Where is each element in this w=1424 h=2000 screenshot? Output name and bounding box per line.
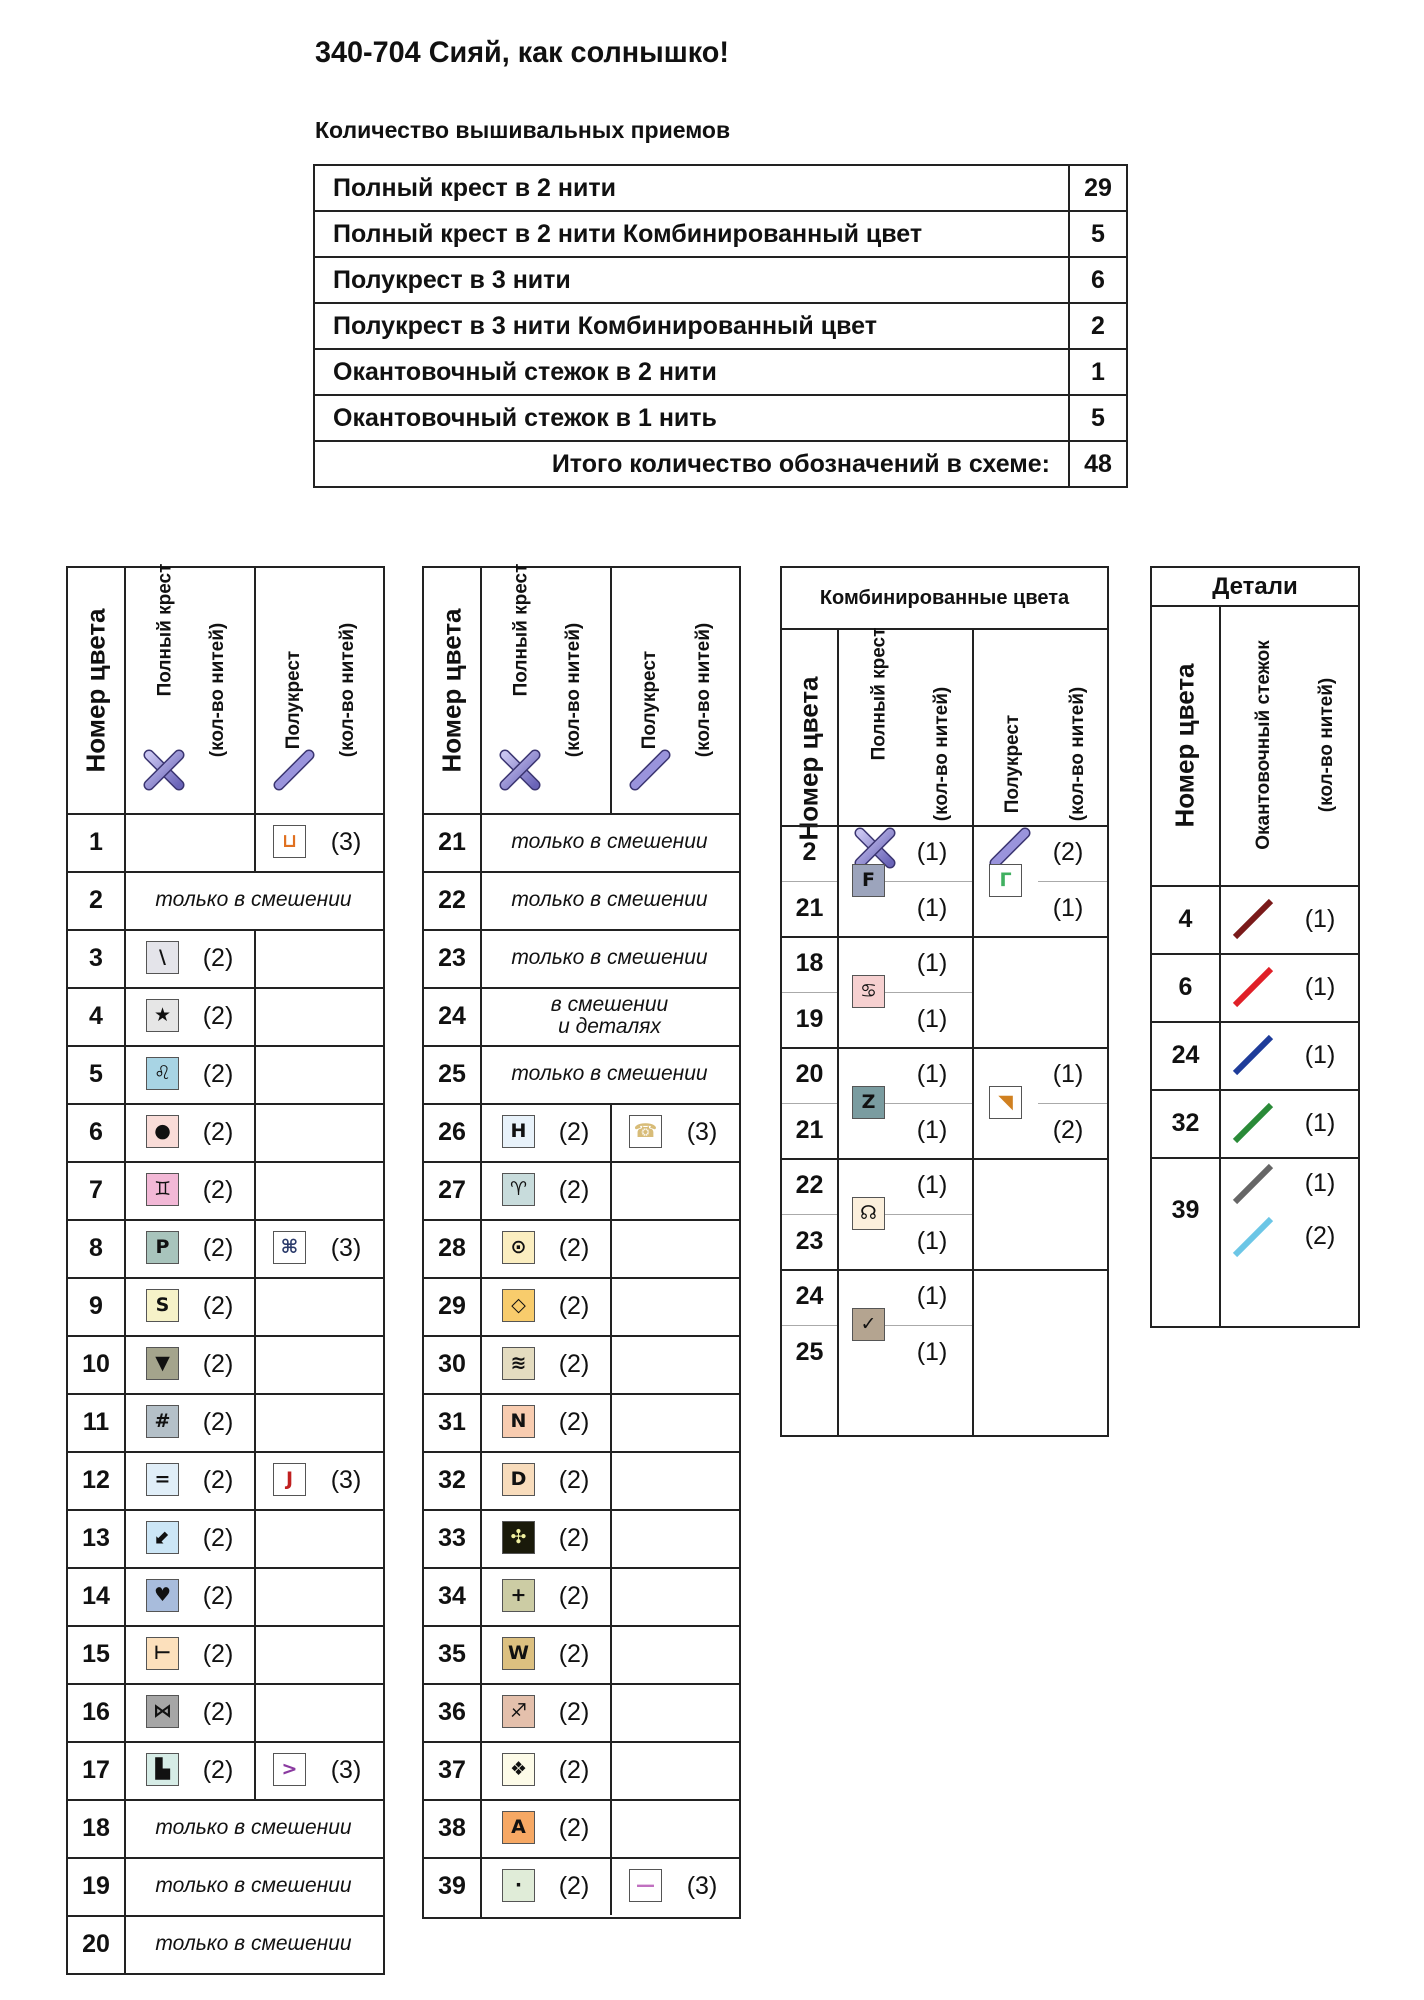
- header-thread-count: (кол-во нитей): [931, 686, 953, 822]
- symbol-swatch: =: [146, 1463, 179, 1496]
- column-divider: [610, 1857, 612, 1915]
- color-number: 20: [82, 1929, 110, 1958]
- header-color-number: Номер цвета: [80, 607, 111, 773]
- color-number: 21: [438, 827, 466, 856]
- column-divider: [254, 1335, 256, 1393]
- summary-label: Окантовочный стежок в 1 нить: [314, 395, 1069, 441]
- color-number: 28: [438, 1233, 466, 1262]
- thread-count: (2): [202, 1639, 234, 1668]
- column-divider: [254, 1451, 256, 1509]
- header-backstitch: Окантовочный стежок: [1252, 640, 1274, 850]
- symbol-swatch: H: [502, 1115, 535, 1148]
- header-color-number: Номер цвета: [793, 675, 824, 841]
- thread-count: (2): [558, 1407, 590, 1436]
- column-divider: [610, 568, 612, 813]
- column-divider: [254, 1103, 256, 1161]
- symbol-swatch: ✓: [852, 1308, 885, 1341]
- color-number: 21: [795, 1115, 824, 1144]
- header-color-number: Номер цвета: [436, 607, 467, 773]
- mix-note-text: только в смешении: [511, 888, 708, 911]
- backstitch-line-icon: [1231, 1215, 1275, 1263]
- color-number: 5: [89, 1059, 103, 1088]
- thread-count: (2): [202, 1175, 234, 1204]
- symbol-swatch: S: [146, 1289, 179, 1322]
- summary-row: [314, 303, 1127, 349]
- thread-count: (2): [558, 1639, 590, 1668]
- color-number: 6: [89, 1117, 103, 1146]
- column-divider: [610, 1509, 612, 1567]
- summary-row: [314, 349, 1127, 395]
- header-thread-count: (кол-во нитей): [563, 622, 585, 758]
- thread-count: (2): [202, 1059, 234, 1088]
- column-divider: [254, 987, 256, 1045]
- symbol-swatch: ⬋: [146, 1521, 179, 1554]
- color-number: 22: [795, 1171, 824, 1200]
- thread-count: (2): [202, 1523, 234, 1552]
- color-number: 31: [438, 1407, 466, 1436]
- header-half-cross: Полукрест: [283, 650, 305, 750]
- thread-count: (1): [916, 838, 948, 867]
- mix-note-text: только в смешении: [155, 1932, 352, 1955]
- column-divider: [480, 568, 482, 1917]
- symbol-swatch: Γ: [989, 864, 1022, 897]
- summary-row: [314, 211, 1127, 257]
- summary-row: [314, 441, 1127, 487]
- symbol-swatch: ●: [146, 1115, 179, 1148]
- thread-count: (2): [558, 1697, 590, 1726]
- thread-count: (1): [1304, 1169, 1336, 1198]
- symbol-swatch: ★: [146, 999, 179, 1032]
- thread-count: (1): [916, 1004, 948, 1033]
- column-divider: [254, 1567, 256, 1625]
- symbol-swatch: F: [852, 864, 885, 897]
- thread-count: (2): [202, 1233, 234, 1262]
- summary-label: Итого количество обозначений в схеме:: [314, 441, 1069, 487]
- column-divider: [254, 1683, 256, 1741]
- color-number: 25: [438, 1059, 466, 1088]
- color-number: 29: [438, 1291, 466, 1320]
- thread-count: (2): [558, 1175, 590, 1204]
- color-number: 4: [1178, 904, 1193, 933]
- header-color-number: Номер цвета: [1169, 662, 1200, 828]
- thread-count: (2): [202, 1465, 234, 1494]
- thread-count: (2): [558, 1871, 590, 1900]
- summary-label: Окантовочный стежок в 2 нити: [314, 349, 1069, 395]
- column-divider: [610, 1567, 612, 1625]
- details-table: [1150, 566, 1360, 1328]
- color-number: 24: [438, 1001, 466, 1030]
- color-number: 13: [82, 1523, 110, 1552]
- backstitch-line-icon: [1231, 1162, 1275, 1210]
- thread-count: (2): [558, 1465, 590, 1494]
- color-number: 26: [438, 1117, 466, 1146]
- column-divider: [254, 929, 256, 987]
- color-number: 10: [82, 1349, 110, 1378]
- symbol-swatch: P: [146, 1231, 179, 1264]
- thread-count: (1): [916, 1115, 948, 1144]
- color-number: 15: [82, 1639, 110, 1668]
- half-cross-stitch-icon: [272, 748, 316, 796]
- header-thread-count: (кол-во нитей): [207, 622, 229, 758]
- symbol-swatch: ✣: [502, 1521, 535, 1554]
- symbol-swatch: >: [273, 1753, 306, 1786]
- backstitch-line-icon: [1231, 965, 1275, 1013]
- summary-label: Полный крест в 2 нити Комбинированный цвет: [314, 211, 1069, 257]
- symbol-swatch: Z: [852, 1086, 885, 1119]
- mix-note: [124, 1915, 383, 1973]
- mix-note: [480, 987, 739, 1045]
- symbol-swatch: W: [502, 1637, 535, 1670]
- symbol-swatch: ♈: [502, 1173, 535, 1206]
- stitch-summary-table: [313, 164, 1128, 488]
- thread-count: (3): [330, 1755, 362, 1784]
- full-cross-stitch-icon: [142, 748, 186, 796]
- color-number: 4: [89, 1001, 103, 1030]
- color-number: 22: [438, 885, 466, 914]
- full-cross-stitch-icon: [498, 748, 542, 796]
- color-number: 17: [82, 1755, 110, 1784]
- column-divider: [610, 1335, 612, 1393]
- summary-label: Полный крест в 2 нити: [314, 165, 1069, 211]
- color-number: 36: [438, 1697, 466, 1726]
- mix-note: [480, 871, 739, 929]
- column-divider: [254, 1741, 256, 1799]
- symbol-swatch: ⌘: [273, 1231, 306, 1264]
- color-number: 9: [89, 1291, 103, 1320]
- page-title: 340-704 Сияй, как солнышко!: [315, 36, 729, 69]
- color-number: 14: [82, 1581, 110, 1610]
- summary-value: 1: [1069, 349, 1127, 395]
- column-divider: [254, 813, 256, 871]
- symbol-swatch: —: [629, 1869, 662, 1902]
- mix-note: [124, 1857, 383, 1915]
- symbol-swatch: \: [146, 941, 179, 974]
- color-number: 11: [82, 1407, 110, 1436]
- color-number: 30: [438, 1349, 466, 1378]
- column-divider: [610, 1451, 612, 1509]
- column-divider: [610, 1683, 612, 1741]
- backstitch-line-icon: [1231, 1101, 1275, 1149]
- mix-note-text: только в смешении: [155, 1816, 352, 1839]
- symbol-swatch: ☎: [629, 1115, 662, 1148]
- symbol-swatch: ◥: [989, 1086, 1022, 1119]
- mix-note: [124, 1799, 383, 1857]
- thread-count: (1): [916, 1226, 948, 1255]
- color-number: 6: [1178, 972, 1193, 1001]
- color-number: 19: [795, 1004, 824, 1033]
- thread-count: (2): [202, 1349, 234, 1378]
- header-full-cross: Полный крест: [153, 563, 175, 697]
- summary-row: [314, 395, 1127, 441]
- mix-note-text: в смешении: [550, 993, 669, 1016]
- column-divider: [254, 1509, 256, 1567]
- backstitch-line-icon: [1231, 1033, 1275, 1081]
- color-number: 39: [1171, 1195, 1200, 1224]
- thread-count: (1): [1304, 904, 1336, 933]
- mix-note-text: только в смешении: [511, 946, 708, 969]
- color-number: 18: [82, 1813, 110, 1842]
- thread-count: (2): [202, 1581, 234, 1610]
- color-number: 2: [89, 885, 103, 914]
- color-number: 19: [82, 1871, 110, 1900]
- thread-count: (1): [1052, 1060, 1084, 1089]
- mix-note: [124, 871, 383, 929]
- mix-note-text: только в смешении: [511, 1062, 708, 1085]
- thread-count: (2): [558, 1349, 590, 1378]
- thread-count: (2): [558, 1117, 590, 1146]
- header-thread-count: (кол-во нитей): [693, 622, 715, 758]
- header-half-cross: Полукрест: [1002, 714, 1024, 814]
- column-divider: [254, 1625, 256, 1683]
- thread-count: (2): [202, 1697, 234, 1726]
- summary-value: 48: [1069, 441, 1127, 487]
- column-divider: [124, 568, 126, 1973]
- summary-label: Полукрест в 3 нити: [314, 257, 1069, 303]
- column-divider: [254, 1161, 256, 1219]
- thread-count: (2): [558, 1755, 590, 1784]
- header-thread-count: (кол-во нитей): [1067, 686, 1089, 822]
- column-divider: [610, 1799, 612, 1857]
- symbol-swatch: ·: [502, 1869, 535, 1902]
- color-number: 1: [89, 827, 103, 856]
- color-number: 32: [1171, 1108, 1200, 1137]
- mix-note: [480, 813, 739, 871]
- summary-value: 29: [1069, 165, 1127, 211]
- symbol-swatch: ⊢: [146, 1637, 179, 1670]
- thread-count: (3): [330, 827, 362, 856]
- thread-count: (2): [202, 943, 234, 972]
- symbol-swatch: ⊔: [273, 825, 306, 858]
- thread-count: (2): [558, 1233, 590, 1262]
- column-divider: [610, 1161, 612, 1219]
- thread-count: (2): [1052, 838, 1084, 867]
- combined-title: Комбинированные цвета: [819, 586, 1070, 609]
- details-title: Детали: [1212, 572, 1298, 600]
- summary-row: [314, 257, 1127, 303]
- thread-count: (2): [558, 1291, 590, 1320]
- color-number: 37: [438, 1755, 466, 1784]
- colors-table-1-20: [66, 563, 385, 1975]
- row-divider: [782, 628, 1107, 630]
- color-number: 18: [795, 949, 824, 978]
- color-number: 24: [795, 1282, 824, 1311]
- thread-count: (2): [1052, 1115, 1084, 1144]
- thread-count: (2): [1304, 1222, 1336, 1251]
- symbol-swatch: ▙: [146, 1753, 179, 1786]
- color-number: 23: [438, 943, 466, 972]
- column-divider: [254, 568, 256, 813]
- mix-note: [480, 929, 739, 987]
- column-divider: [610, 1393, 612, 1451]
- symbol-swatch: ♊: [146, 1173, 179, 1206]
- thread-count: (1): [916, 1060, 948, 1089]
- thread-count: (3): [330, 1233, 362, 1262]
- thread-count: (1): [916, 1337, 948, 1366]
- symbol-swatch: +: [502, 1579, 535, 1612]
- symbol-swatch: ◇: [502, 1289, 535, 1322]
- summary-label: Полукрест в 3 нити Комбинированный цвет: [314, 303, 1069, 349]
- color-number: 35: [438, 1639, 466, 1668]
- column-divider: [1219, 605, 1221, 1326]
- color-number: 7: [89, 1175, 103, 1204]
- thread-count: (3): [686, 1871, 718, 1900]
- half-cross-stitch-icon: [628, 748, 672, 796]
- column-divider: [610, 1103, 612, 1161]
- symbol-swatch: A: [502, 1811, 535, 1844]
- section-subtitle: Количество вышивальных приемов: [315, 117, 731, 143]
- mix-note-text: и деталях: [558, 1015, 661, 1038]
- column-divider: [610, 1219, 612, 1277]
- symbol-swatch: ⋈: [146, 1695, 179, 1728]
- color-number: 2: [802, 838, 817, 867]
- color-number: 34: [438, 1581, 466, 1610]
- symbol-swatch: J: [273, 1463, 306, 1496]
- thread-count: (1): [916, 949, 948, 978]
- color-number: 3: [89, 943, 103, 972]
- symbol-swatch: ☊: [852, 1197, 885, 1230]
- color-number: 25: [795, 1337, 824, 1366]
- column-divider: [972, 628, 974, 1435]
- header-thread-count: (кол-во нитей): [337, 622, 359, 758]
- color-number: 27: [438, 1175, 466, 1204]
- backstitch-line-icon: [1231, 897, 1275, 945]
- thread-count: (2): [202, 1755, 234, 1784]
- colors-table-21-39: [422, 563, 741, 1919]
- thread-count: (2): [202, 1117, 234, 1146]
- thread-count: (2): [202, 1407, 234, 1436]
- mix-note-text: только в смешении: [511, 830, 708, 853]
- column-divider: [254, 1393, 256, 1451]
- column-divider: [610, 1625, 612, 1683]
- thread-count: (2): [558, 1523, 590, 1552]
- thread-count: (2): [558, 1581, 590, 1610]
- mix-note-text: только в смешении: [155, 888, 352, 911]
- summary-value: 5: [1069, 211, 1127, 257]
- symbol-swatch: ▼: [146, 1347, 179, 1380]
- header-thread-count: (кол-во нитей): [1316, 677, 1338, 813]
- summary-value: 6: [1069, 257, 1127, 303]
- thread-count: (2): [558, 1813, 590, 1842]
- color-number: 8: [89, 1233, 103, 1262]
- symbol-swatch: ♐: [502, 1695, 535, 1728]
- mix-note-text: только в смешении: [155, 1874, 352, 1897]
- summary-value: 5: [1069, 395, 1127, 441]
- thread-count: (2): [202, 1291, 234, 1320]
- symbol-swatch: #: [146, 1405, 179, 1438]
- color-number: 39: [438, 1871, 466, 1900]
- thread-count: (2): [202, 1001, 234, 1030]
- column-divider: [254, 1277, 256, 1335]
- thread-count: (1): [916, 1282, 948, 1311]
- row-divider: [1152, 605, 1358, 607]
- symbol-swatch: ♥: [146, 1579, 179, 1612]
- symbol-swatch: ❖: [502, 1753, 535, 1786]
- color-number: 32: [438, 1465, 466, 1494]
- color-number: 16: [82, 1697, 110, 1726]
- symbol-swatch: D: [502, 1463, 535, 1496]
- header-full-cross: Полный крест: [867, 627, 889, 761]
- symbol-swatch: ≋: [502, 1347, 535, 1380]
- symbol-swatch: ⊙: [502, 1231, 535, 1264]
- column-divider: [610, 1741, 612, 1799]
- thread-count: (3): [330, 1465, 362, 1494]
- summary-value: 2: [1069, 303, 1127, 349]
- color-number: 33: [438, 1523, 466, 1552]
- column-divider: [254, 1045, 256, 1103]
- header-half-cross: Полукрест: [639, 650, 661, 750]
- color-number: 38: [438, 1813, 466, 1842]
- header-full-cross: Полный крест: [509, 563, 531, 697]
- column-divider: [254, 1219, 256, 1277]
- thread-count: (1): [916, 893, 948, 922]
- thread-count: (1): [1304, 1108, 1336, 1137]
- color-number: 24: [1171, 1040, 1200, 1069]
- color-number: 23: [795, 1226, 824, 1255]
- color-number: 21: [795, 893, 824, 922]
- combined-colors-table: [780, 566, 1109, 1437]
- thread-count: (1): [1304, 972, 1336, 1001]
- thread-count: (1): [1052, 893, 1084, 922]
- symbol-swatch: ♋: [852, 975, 885, 1008]
- summary-row: [314, 165, 1127, 211]
- column-divider: [610, 1277, 612, 1335]
- mix-note: [480, 1045, 739, 1103]
- thread-count: (1): [916, 1171, 948, 1200]
- thread-count: (1): [1304, 1040, 1336, 1069]
- color-number: 12: [82, 1465, 110, 1494]
- color-number: 20: [795, 1060, 824, 1089]
- symbol-swatch: N: [502, 1405, 535, 1438]
- symbol-swatch: ♌: [146, 1057, 179, 1090]
- column-divider: [837, 628, 839, 1435]
- thread-count: (3): [686, 1117, 718, 1146]
